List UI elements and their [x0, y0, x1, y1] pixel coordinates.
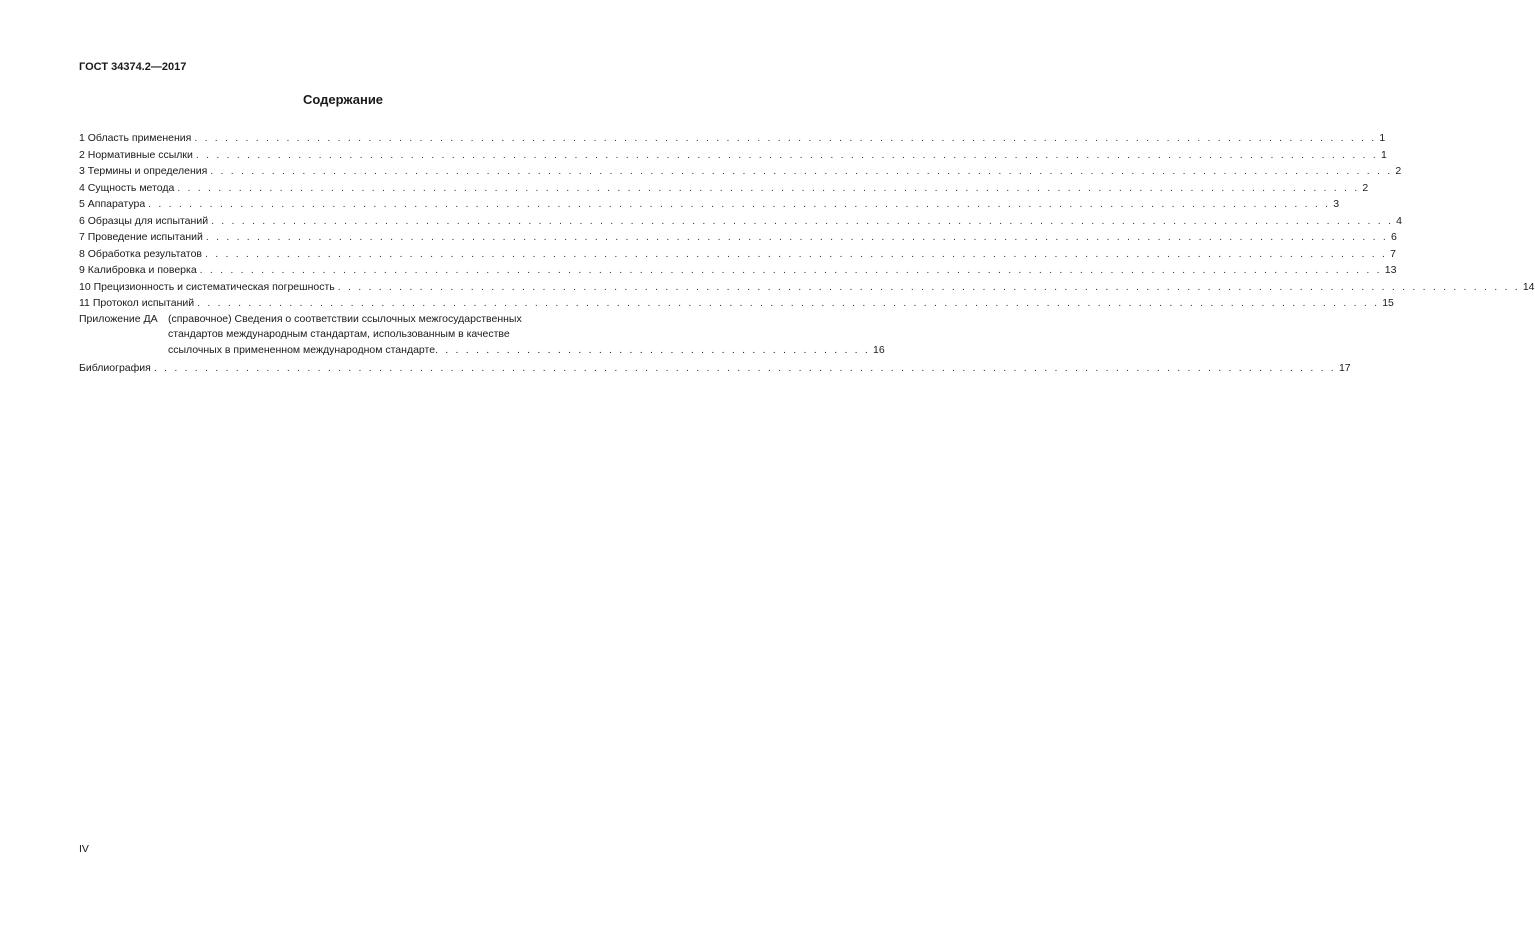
toc-entry[interactable]: [79, 180, 1369, 197]
toc-entry-page: 13: [1384, 264, 1397, 276]
appendix-line: стандартов международным стандартам, использованным в качестве: [168, 328, 510, 340]
toc-entry[interactable]: [79, 163, 1402, 180]
toc-entry-label: 9 Калибровка и поверка: [79, 264, 197, 276]
document-code: ГОСТ 34374.2—2017: [79, 61, 187, 73]
page-number: IV: [79, 843, 89, 855]
toc-title: Содержание: [302, 92, 384, 107]
leader-dots: [194, 130, 1376, 147]
table-of-contents: [79, 130, 1535, 376]
toc-entry-page: 1: [1379, 132, 1386, 144]
appendix-prefix: Приложение ДА: [79, 312, 158, 325]
leader-dots: [154, 360, 1336, 377]
toc-entry-label: 6 Образцы для испытаний: [79, 214, 209, 227]
toc-entry-page: 1: [1380, 148, 1387, 161]
toc-entry[interactable]: [79, 279, 1535, 296]
toc-entry-page: 15: [1382, 297, 1394, 309]
toc-entry-page: 7: [1390, 247, 1396, 260]
toc-entry-page: 16: [873, 343, 885, 356]
toc-entry[interactable]: [79, 196, 1340, 213]
toc-entry[interactable]: [79, 229, 1397, 246]
toc-entry-label: 5 Аппаратура: [79, 198, 146, 210]
toc-entry-page: 2: [1362, 181, 1369, 194]
toc-entry-label: 4 Сущность метода: [79, 181, 175, 194]
toc-entry-page: 4: [1396, 214, 1402, 227]
toc-entry-page: 2: [1395, 165, 1402, 177]
toc-entry-label: 10 Прецизионность и систематическая погрешность: [79, 280, 335, 293]
toc-entry[interactable]: [79, 213, 1402, 230]
toc-entry-label: 7 Проведение испытаний: [79, 231, 203, 243]
toc-entry-page: 3: [1333, 198, 1340, 210]
leader-dots: [206, 229, 1388, 246]
appendix-line: ссылочных в примененном международном стандарте: [168, 343, 436, 356]
leader-dots: [211, 213, 1393, 230]
leader-dots: [177, 180, 1359, 197]
toc-entry-label: 2 Нормативные ссылки: [79, 148, 193, 161]
toc-entry-label: Библиография: [79, 361, 151, 374]
toc-entry-page: 17: [1338, 361, 1351, 374]
leader-dots: [200, 262, 1382, 279]
leader-dots: [205, 246, 1387, 263]
appendix-description: [168, 312, 885, 360]
appendix-line: (справочное) Сведения о соответствии ссылочных межгосударственных: [168, 312, 522, 325]
leader-dots: [435, 343, 870, 359]
leader-dots: [197, 295, 1379, 312]
toc-appendix-entry[interactable]: [79, 312, 885, 360]
toc-entry-page: 6: [1390, 231, 1397, 243]
toc-entry[interactable]: [79, 262, 1397, 279]
leader-dots: [210, 163, 1392, 180]
toc-bibliography-entry[interactable]: [79, 360, 1351, 377]
toc-entry-label: 3 Термины и определения: [79, 165, 208, 177]
toc-entry[interactable]: [79, 246, 1396, 263]
toc-entry-page: 14: [1522, 280, 1535, 293]
toc-entry[interactable]: [79, 147, 1387, 164]
leader-dots: [148, 196, 1330, 213]
toc-entry[interactable]: [79, 130, 1386, 147]
leader-dots: [196, 147, 1378, 164]
toc-entry-label: 1 Область применения: [79, 132, 192, 144]
toc-entry[interactable]: [79, 295, 1394, 312]
toc-entry-label: 11 Протокол испытаний: [79, 297, 195, 309]
appendix-last-line: [168, 343, 885, 359]
toc-entry-label: 8 Обработка результатов: [79, 247, 202, 260]
leader-dots: [338, 279, 1520, 296]
